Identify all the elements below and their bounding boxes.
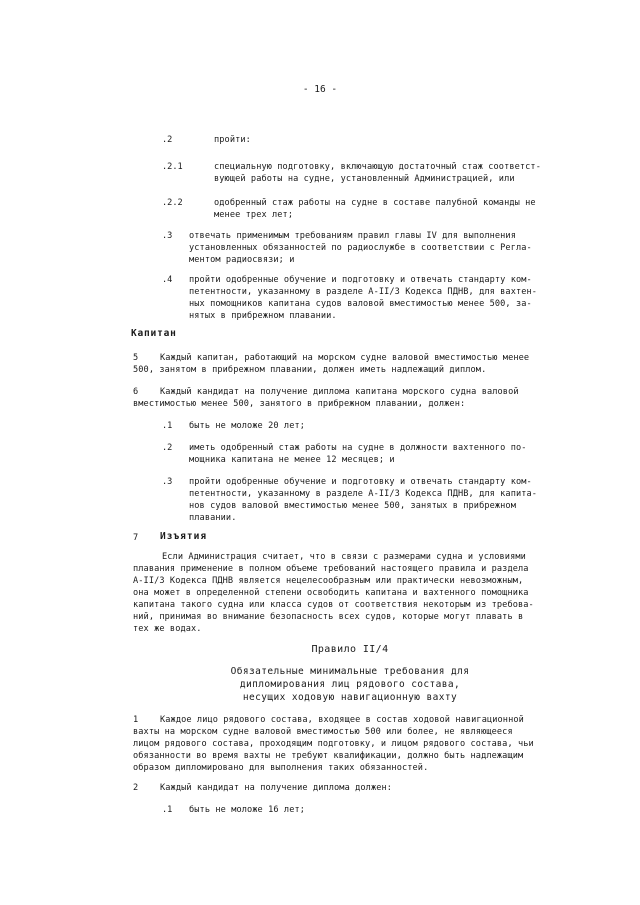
item-number: .2 — [162, 443, 173, 453]
paragraph-text: образом дипломировано для выполнения таких обязанностей. — [133, 763, 429, 773]
paragraph-text: лицом рядового состава, проходящим подготовку, и лицом рядового состава, чьи — [133, 739, 534, 749]
item-number: .3 — [162, 477, 173, 487]
item-number: .3 — [162, 231, 173, 241]
section-heading: Капитан — [131, 328, 177, 339]
item-text: менее трех лет; — [214, 210, 294, 220]
paragraph-text: она может в определенной степени освободить капитана и вахтенного помощника — [133, 588, 529, 598]
item-text: пройти одобренные обучение и подготовку и отвечать стандарту ком- — [189, 275, 532, 285]
item-number: .4 — [162, 275, 173, 285]
item-number: .2 — [162, 135, 173, 145]
paragraph-text: капитана такого судна или класса судов от соответствия некоторым из требова- — [133, 600, 534, 610]
paragraph-text: вахты на морском судне валовой вместимостью 500 или более, не являющееся — [133, 727, 513, 737]
item-number: .1 — [162, 421, 173, 431]
paragraph-text: ний, принимая во внимание безопасность всех судов, которые могут плавать в — [133, 612, 524, 622]
item-number: .1 — [162, 805, 173, 815]
item-text: петентности, указанному в разделе A-II/3 Кодекса ПДНВ, для капита- — [189, 489, 538, 499]
item-text: установленных обязанностей по радиослужбе в соответствии с Регла- — [189, 243, 532, 253]
item-text: пройти: — [214, 135, 251, 145]
item-text: быть не моложе 20 лет; — [189, 421, 306, 431]
paragraph-text: обязанности во время вахты не требуют квалификации, должно быть надлежащим — [133, 751, 524, 761]
item-text: ных помощников капитана судов валовой вместимостью менее 500, за- — [189, 299, 532, 309]
paragraph-number: 1 — [133, 715, 139, 725]
item-text: пройти одобренные обучение и подготовку и отвечать стандарту ком- — [189, 477, 532, 487]
item-text: иметь одобренный стаж работы на судне в должности вахтенного по- — [189, 443, 527, 453]
item-text: отвечать применимым требованиям правил главы IV для выполнения — [189, 231, 516, 241]
item-number: .2.2 — [162, 198, 183, 208]
paragraph-text: Каждый кандидат на получение диплома капитана морского судна валовой — [160, 387, 519, 397]
item-text: одобренный стаж работы на судне в составе палубной команды не — [214, 198, 536, 208]
paragraph-number: 7 — [133, 533, 139, 543]
rule-title: Правило II/4 — [311, 644, 389, 655]
item-text: быть не моложе 16 лет; — [189, 805, 306, 815]
item-text: нятых в прибрежном плавании. — [189, 311, 337, 321]
item-text: специальную подготовку, включающую достаточный стаж соответст- — [214, 162, 541, 172]
paragraph-text: вместимостью менее 500, занятого в прибрежном плавании, должен: — [133, 399, 466, 409]
item-text: петентности, указанному в разделе A-II/3 Кодекса ПДНВ, для вахтен- — [189, 287, 538, 297]
rule-subtitle: несущих ходовую навигационную вахту — [242, 692, 458, 703]
paragraph-text: Каждый кандидат на получение диплома должен: — [160, 783, 393, 793]
page-number: - 16 - — [302, 84, 338, 95]
section-heading: Изъятия — [160, 531, 208, 542]
item-text: плавании. — [189, 513, 237, 523]
item-text: нов судов валовой вместимостью менее 500, занятых в прибрежном — [189, 501, 516, 511]
paragraph-text: Каждый капитан, работающий на морском судне валовой вместимостью менее — [160, 353, 530, 363]
paragraph-text: плавания применение в полном объеме требований настоящего правила и раздела — [133, 564, 529, 574]
paragraph-number: 2 — [133, 783, 139, 793]
rule-subtitle: Обязательные минимальные требования для — [230, 666, 470, 677]
paragraph-number: 6 — [133, 387, 139, 397]
paragraph-text: Если Администрация считает, что в связи с размерами судна и условиями — [162, 552, 526, 562]
item-text: ментом радиосвязи; и — [189, 255, 295, 265]
item-number: .2.1 — [162, 162, 183, 172]
paragraph-text: Каждое лицо рядового состава, входящее в состав ходовой навигационной — [160, 715, 524, 725]
rule-subtitle: дипломирования лиц рядового состава, — [239, 679, 461, 690]
paragraph-text: 500, занятом в прибрежном плавании, должен иметь надлежащий диплом. — [133, 365, 487, 375]
paragraph-number: 5 — [133, 353, 139, 363]
paragraph-text: A-II/3 Кодекса ПДНВ является нецелесообразным или практически невозможным, — [133, 576, 524, 586]
item-text: вующей работы на судне, установленный Администрацией, или — [214, 174, 515, 184]
paragraph-text: тех же водах. — [133, 624, 202, 634]
item-text: мощника капитана не менее 12 месяцев; и — [189, 455, 395, 465]
